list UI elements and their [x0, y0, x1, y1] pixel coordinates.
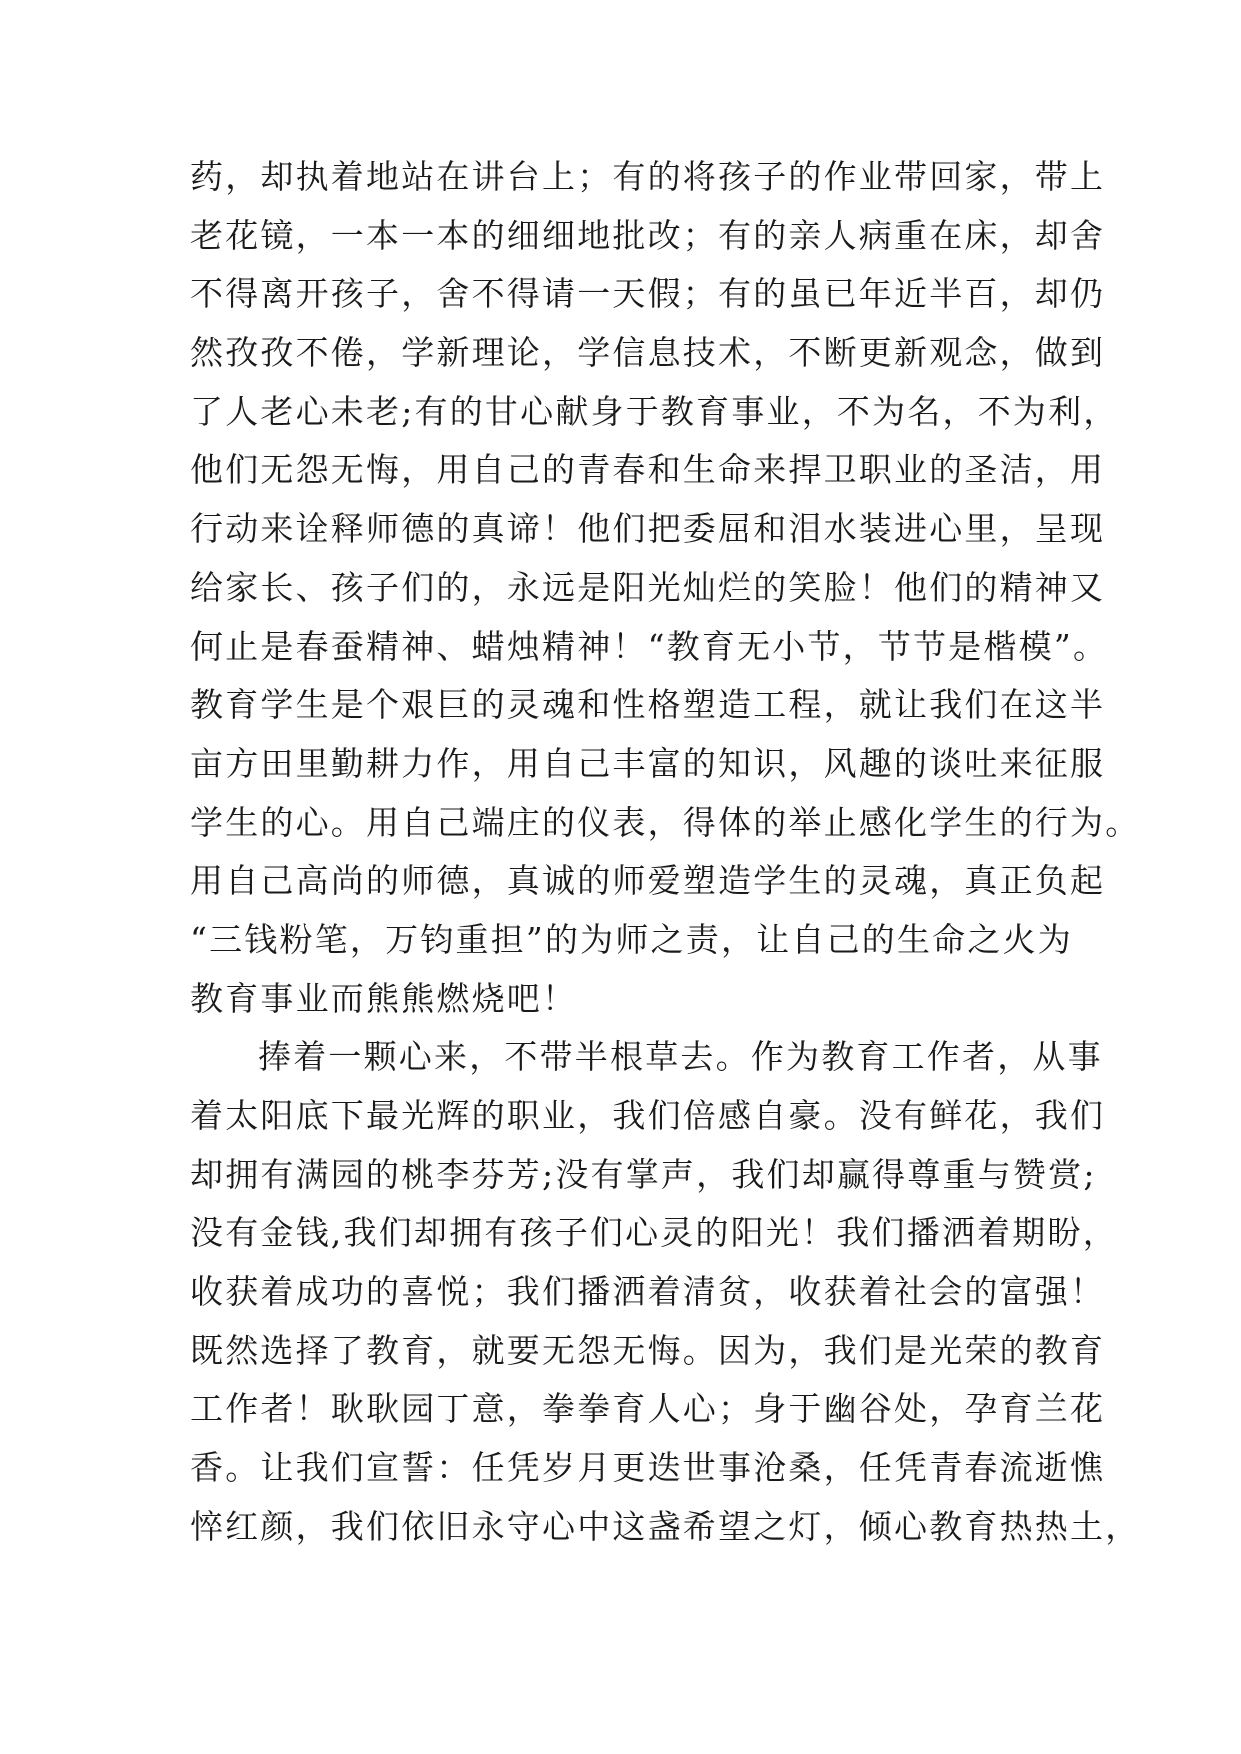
- text-line: 亩方田里勤耕力作，用自己丰富的知识，风趣的谈吐来征服: [190, 743, 1106, 783]
- text-line: 工作者！耿耿园丁意，拳拳育人心；身于幽谷处，孕育兰花: [190, 1389, 1106, 1429]
- text-line: 然孜孜不倦，学新理论，学信息技术，不断更新观念，做到: [190, 333, 1106, 373]
- text-line: 香。让我们宣誓：任凭岁月更迭世事沧桑，任凭青春流逝憔: [190, 1448, 1106, 1488]
- text-line: 没有金钱,我们却拥有孩子们心灵的阳光！我们播洒着期盼，: [190, 1213, 1118, 1253]
- text-line: 了人老心未老;有的甘心献身于教育事业，不为名，不为利，: [190, 391, 1119, 431]
- text-line: 却拥有满园的桃李芬芳;没有掌声，我们却赢得尊重与赞赏;: [190, 1154, 1097, 1194]
- text-line: 给家长、孩子们的，永远是阳光灿烂的笑脸！他们的精神又: [190, 567, 1106, 607]
- text-line: 悴红颜，我们依旧永守心中这盏希望之灯，倾心教育热热土，: [190, 1506, 1141, 1546]
- text-line: 药，却执着地站在讲台上；有的将孩子的作业带回家，带上: [190, 157, 1106, 196]
- text-line: 他们无怨无悔，用自己的青春和生命来捍卫职业的圣洁，用: [190, 450, 1106, 490]
- text-line: 教育事业而熊熊燃烧吧！: [190, 978, 578, 1018]
- paragraph-start-line: 捧着一颗心来，不带半根草去。作为教育工作者，从事: [258, 1037, 1103, 1077]
- text-line: 老花镜，一本一本的细细地批改；有的亲人病重在床，却舍: [190, 215, 1106, 255]
- text-line: 教育学生是个艰巨的灵魂和性格塑造工程，就让我们在这半: [190, 685, 1106, 725]
- text-line: 着太阳底下最光辉的职业，我们倍感自豪。没有鲜花，我们: [190, 1096, 1106, 1135]
- text-line: “三钱粉笔，万钧重担”的为师之责，让自己的生命之火为: [190, 919, 1073, 959]
- text-line: 收获着成功的喜悦；我们播洒着清贫，收获着社会的富强！: [190, 1272, 1106, 1312]
- text-line: 不得离开孩子，舍不得请一天假；有的虽已年近半百，却仍: [190, 274, 1106, 314]
- text-line: 学生的心。用自己端庄的仪表，得体的举止感化学生的行为。: [190, 802, 1141, 842]
- text-line: 既然选择了教育，就要无怨无悔。因为，我们是光荣的教育: [190, 1330, 1106, 1370]
- text-line: 行动来诠释师德的真谛！他们把委屈和泪水装进心里，呈现: [190, 509, 1106, 549]
- text-line: 用自己高尚的师德，真诚的师爱塑造学生的灵魂，真正负起: [190, 861, 1106, 901]
- body-text: [190, 148, 1141, 1557]
- text-line: 何止是春蚕精神、蜡烛精神！“教育无小节，节节是楷模”。: [190, 626, 1109, 666]
